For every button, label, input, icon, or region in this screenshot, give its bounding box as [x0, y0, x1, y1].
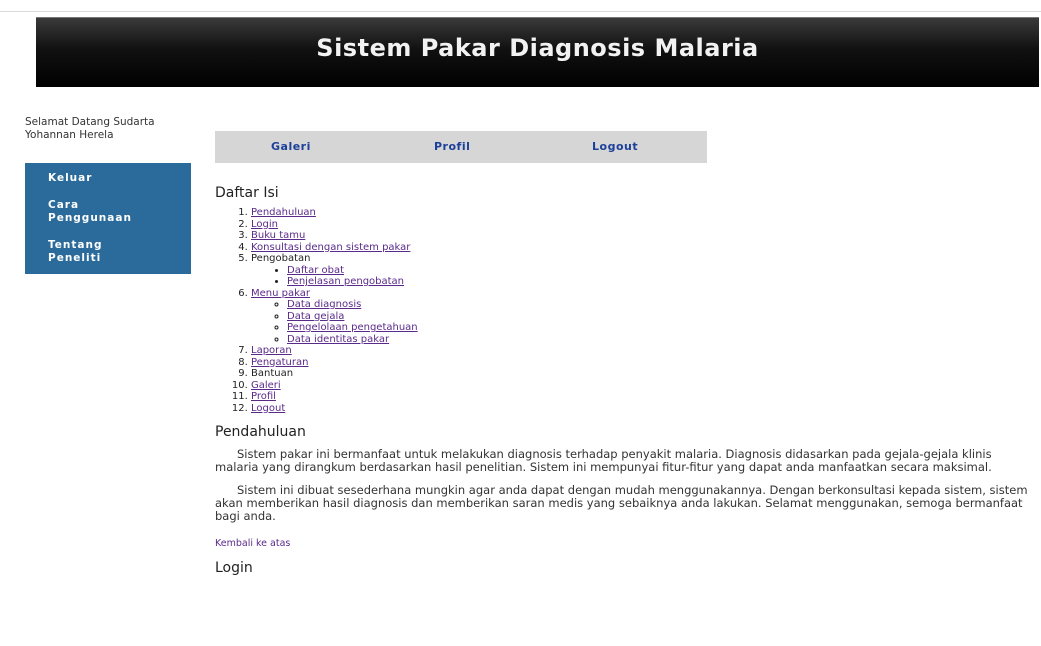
- toc-subitem: [287, 299, 1030, 311]
- toc-link[interactable]: Logout: [251, 402, 286, 414]
- sidenav-label: Keluar: [48, 172, 93, 184]
- main-content: [215, 185, 1030, 576]
- intro-heading: Pendahuluan: [215, 424, 306, 440]
- toc-subitem: [287, 265, 1030, 277]
- top-navigation: [215, 131, 707, 163]
- toc-text: Bantuan: [251, 368, 294, 379]
- sidenav-label: Tentang: [48, 239, 103, 251]
- toc-item: [251, 242, 1030, 254]
- toc-item: [251, 403, 1030, 415]
- toc-sublink[interactable]: Data gejala: [287, 310, 345, 322]
- toc-item: [251, 357, 1030, 369]
- sidenav-label: Peneliti: [48, 252, 102, 264]
- toc-item: [251, 219, 1030, 231]
- toc-sublist: [251, 299, 1030, 345]
- back-to-top-link[interactable]: Kembali ke atas: [215, 538, 291, 549]
- toc-sublink[interactable]: Data diagnosis: [287, 299, 362, 310]
- nav-galeri[interactable]: Galeri: [271, 140, 311, 153]
- sidenav-cara-penggunaan[interactable]: [48, 199, 132, 225]
- toc-link[interactable]: Buku tamu: [251, 230, 306, 241]
- toc-item: [251, 391, 1030, 403]
- welcome-line-1: Selamat Datang Sudarta: [25, 116, 155, 128]
- sidenav-tentang-peneliti[interactable]: [48, 239, 102, 265]
- toc-item: [251, 253, 1030, 288]
- table-of-contents: [215, 207, 1030, 414]
- toc-item: [251, 368, 1030, 380]
- toc-heading: Daftar Isi: [215, 185, 279, 201]
- toc-item: [251, 207, 1030, 219]
- toc-sublink[interactable]: Data identitas pakar: [287, 333, 390, 345]
- site-title: Sistem Pakar Diagnosis Malaria: [316, 34, 759, 62]
- toc-sublist: [251, 265, 1030, 288]
- toc-link[interactable]: Profil: [251, 391, 276, 402]
- welcome-message: [25, 116, 205, 142]
- site-header: [36, 17, 1039, 87]
- toc-link[interactable]: Menu pakar: [251, 287, 310, 299]
- toc-item: [251, 345, 1030, 357]
- sidenav-label: Cara: [48, 199, 80, 211]
- nav-profil[interactable]: Profil: [434, 140, 471, 153]
- top-divider: [0, 11, 1041, 12]
- welcome-line-2: Yohannan Herela: [25, 129, 114, 141]
- toc-link[interactable]: Konsultasi dengan sistem pakar: [251, 241, 411, 253]
- toc-link[interactable]: Login: [251, 218, 278, 230]
- toc-subitem: [287, 311, 1030, 323]
- toc-link[interactable]: Laporan: [251, 345, 292, 356]
- toc-sublink[interactable]: Pengelolaan pengetahuan: [287, 322, 418, 333]
- toc-subitem: [287, 322, 1030, 334]
- login-heading: Login: [215, 560, 253, 576]
- toc-item: [251, 230, 1030, 242]
- sidenav-label: Penggunaan: [48, 212, 132, 224]
- toc-sublink[interactable]: Penjelasan pengobatan: [287, 276, 405, 287]
- toc-item: [251, 288, 1030, 346]
- intro-paragraph-2: Sistem ini dibuat sesederhana mungkin agar anda dapat dengan mudah menggunakannya. Dengan berkonsultasi kepada sistem, sistem akan memberikan hasil diagnosis dan memberikan saran medis yang sebaiknya anda lakukan. Selamat menggunakan, semoga bermanfaat bagi anda.: [215, 483, 1028, 523]
- toc-link[interactable]: Pengaturan: [251, 356, 309, 368]
- toc-link[interactable]: Pendahuluan: [251, 207, 316, 218]
- toc-text: Pengobatan: [251, 253, 311, 264]
- intro-paragraph-1: Sistem pakar ini bermanfaat untuk melakukan diagnosis terhadap penyakit malaria. Diagnosis didasarkan pada gejala-gejala klinis malaria yang dirangkum berdasarkan hasil penelitian. Sistem ini mempunyai fitur-fitur yang dapat anda manfaatkan secara maksimal.: [215, 447, 992, 474]
- side-navigation: [25, 163, 191, 274]
- toc-subitem: [287, 334, 1030, 346]
- sidenav-keluar[interactable]: [48, 172, 92, 185]
- toc-sublink[interactable]: Daftar obat: [287, 264, 345, 276]
- nav-logout[interactable]: Logout: [592, 140, 639, 153]
- toc-subitem: [287, 276, 1030, 288]
- toc-link[interactable]: Galeri: [251, 379, 281, 391]
- toc-item: [251, 380, 1030, 392]
